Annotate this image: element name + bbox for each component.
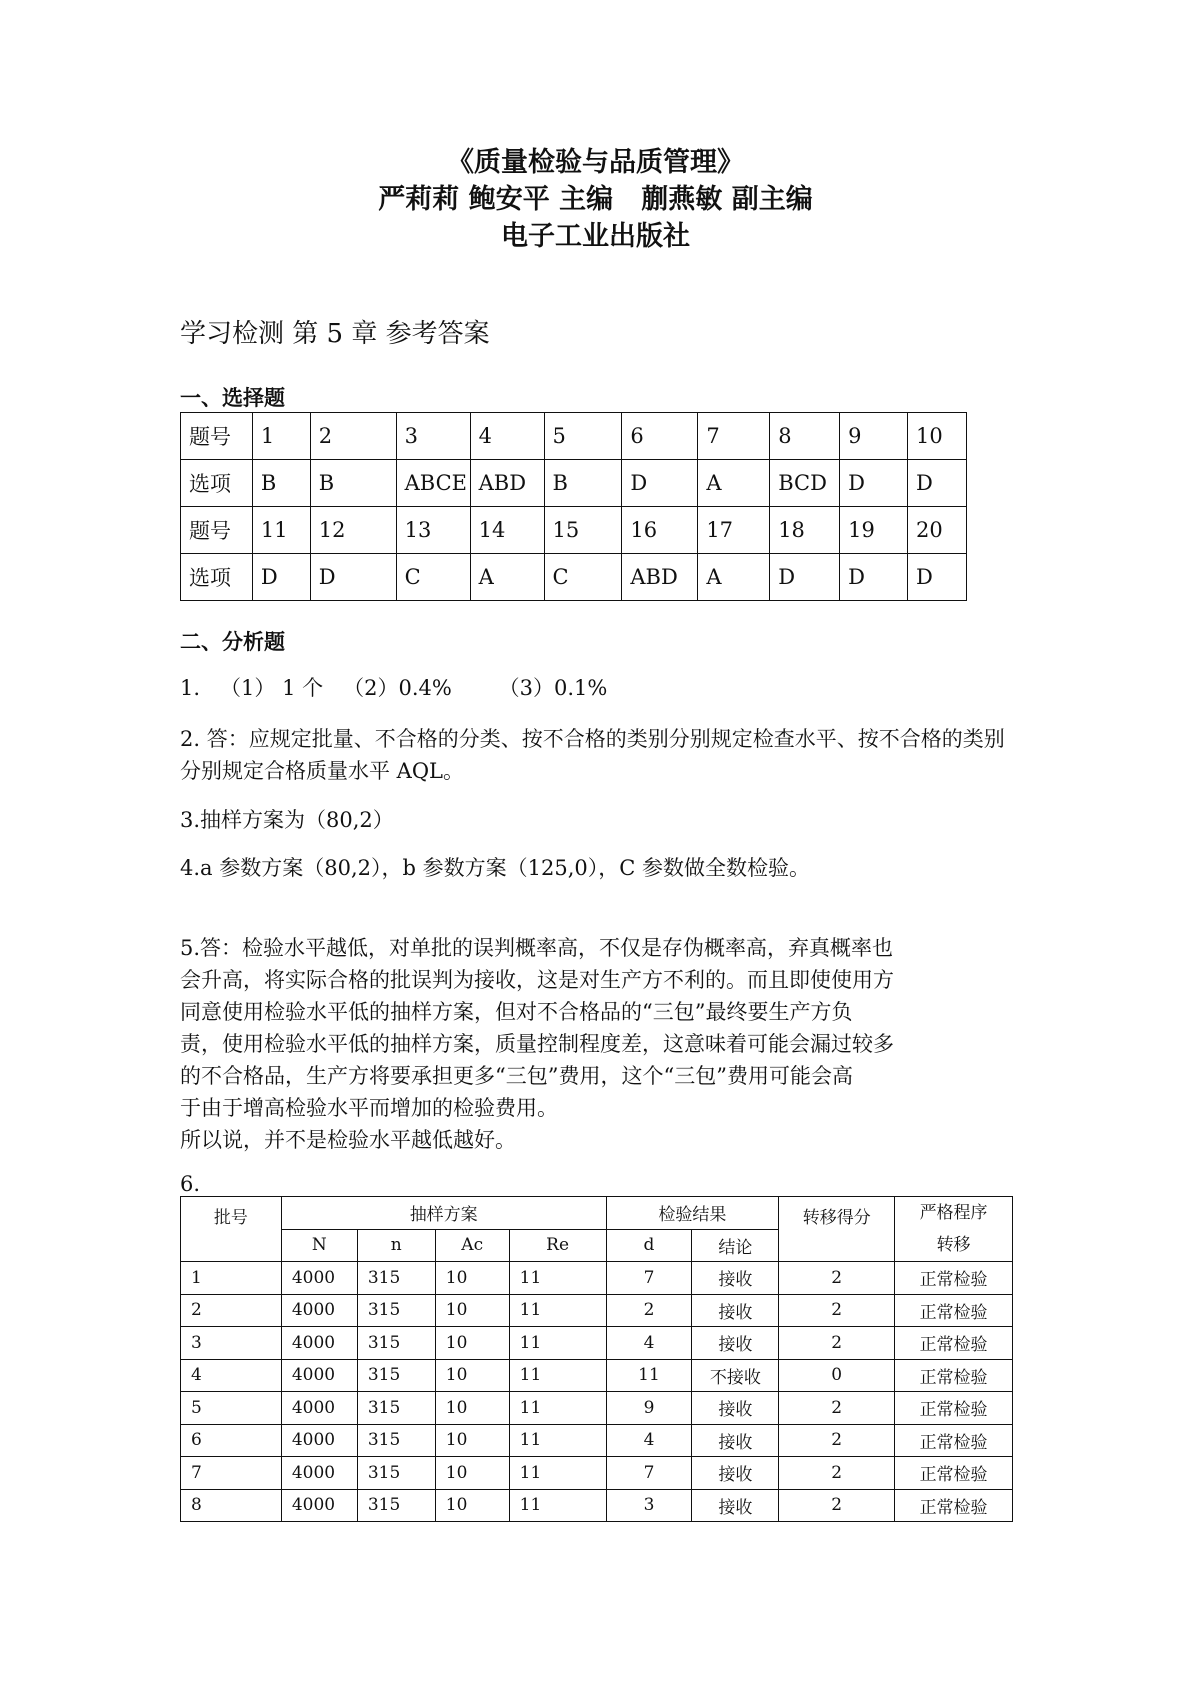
table-row xyxy=(181,1392,1013,1425)
answer-5-line: 于由于增高检验水平而增加的检验费用。 xyxy=(180,1096,558,1120)
table-cell: 正常检验 xyxy=(895,1294,1013,1327)
table-cell: 6 xyxy=(622,413,698,460)
table-cell: 4 xyxy=(181,1359,282,1392)
header-Ac: Ac xyxy=(435,1229,509,1262)
answer-3: 3.抽样方案为（80,2） xyxy=(180,808,394,832)
table-cell: C xyxy=(396,554,470,601)
table-row xyxy=(181,460,967,507)
row-label-cell: 题号 xyxy=(181,507,253,554)
table-cell: 2 xyxy=(779,1294,895,1327)
table-cell: 315 xyxy=(357,1392,435,1425)
table-cell: ABD xyxy=(470,460,544,507)
table-cell: D xyxy=(252,554,310,601)
table-cell: 正常检验 xyxy=(895,1327,1013,1360)
table-cell: 8 xyxy=(770,413,840,460)
table-row xyxy=(181,1294,1013,1327)
table-cell: 11 xyxy=(509,1262,606,1295)
table-cell: 315 xyxy=(357,1424,435,1457)
table-cell: 11 xyxy=(509,1294,606,1327)
header-N: N xyxy=(281,1229,357,1262)
table-row xyxy=(181,554,967,601)
header-sampling-plan: 抽样方案 xyxy=(281,1197,606,1230)
answer-5-line: 会升高，将实际合格的批误判为接收，这是对生产方不利的。而且即使使用方 xyxy=(180,968,894,992)
header-strict-procedure xyxy=(895,1197,1013,1262)
table-cell: 4000 xyxy=(281,1457,357,1490)
table-cell: D xyxy=(310,554,396,601)
table-cell: 2 xyxy=(310,413,396,460)
answer-5 xyxy=(180,932,1020,1156)
row-label-cell: 选项 xyxy=(181,460,253,507)
table-cell: 正常检验 xyxy=(895,1262,1013,1295)
table-cell: 315 xyxy=(357,1262,435,1295)
table-cell: B xyxy=(310,460,396,507)
table-row xyxy=(181,1424,1013,1457)
header-d: d xyxy=(606,1229,692,1262)
header-strict-line1: 严格程序 xyxy=(919,1203,988,1223)
table-cell: 4000 xyxy=(281,1489,357,1522)
table-cell: 接收 xyxy=(692,1457,779,1490)
table-cell: 2 xyxy=(606,1294,692,1327)
table-cell: 11 xyxy=(509,1392,606,1425)
table-cell: 10 xyxy=(435,1327,509,1360)
publisher: 电子工业出版社 xyxy=(501,221,690,252)
table-row xyxy=(181,1262,1013,1295)
table-cell: 2 xyxy=(779,1392,895,1425)
table-row xyxy=(181,1489,1013,1522)
answer-6-label: 6. xyxy=(180,1172,201,1196)
table-cell: 1 xyxy=(181,1262,282,1295)
table-cell: 18 xyxy=(770,507,840,554)
table-cell: 6 xyxy=(181,1424,282,1457)
table-row xyxy=(181,507,967,554)
table-cell: 9 xyxy=(840,413,908,460)
table-cell: 315 xyxy=(357,1359,435,1392)
table-cell: 2 xyxy=(779,1457,895,1490)
table-cell: 4000 xyxy=(281,1392,357,1425)
table-cell: D xyxy=(770,554,840,601)
table-cell: 20 xyxy=(908,507,967,554)
book-title: 《质量检验与品质管理》 xyxy=(447,147,744,178)
table-row xyxy=(181,1359,1013,1392)
table-cell: A xyxy=(698,554,770,601)
choice-answer-table xyxy=(180,412,967,601)
table-cell: ABCE xyxy=(396,460,470,507)
table-cell: 4 xyxy=(606,1424,692,1457)
table-cell: 315 xyxy=(357,1294,435,1327)
table-cell: 2 xyxy=(779,1262,895,1295)
table-cell: 11 xyxy=(509,1327,606,1360)
table-cell: 10 xyxy=(908,413,967,460)
section-2-title: 二、分析题 xyxy=(180,629,285,654)
table-cell: D xyxy=(622,460,698,507)
inspection-record-table xyxy=(180,1196,1013,1522)
answer-5-line: 责，使用检验水平低的抽样方案，质量控制程度差，这意味着可能会漏过较多 xyxy=(180,1032,894,1056)
table-cell: 7 xyxy=(606,1262,692,1295)
header-transfer-score: 转移得分 xyxy=(779,1197,895,1262)
table-cell: 正常检验 xyxy=(895,1489,1013,1522)
header-n: n xyxy=(357,1229,435,1262)
table-cell: 15 xyxy=(544,507,622,554)
table-cell: 12 xyxy=(310,507,396,554)
answer-1: 1. （1） 1 个 （2）0.4% （3）0.1% xyxy=(180,676,608,700)
table-cell: 接收 xyxy=(692,1294,779,1327)
table-cell: 14 xyxy=(470,507,544,554)
table-cell: 3 xyxy=(606,1489,692,1522)
table-cell: 10 xyxy=(435,1294,509,1327)
table-cell: D xyxy=(908,460,967,507)
table-cell: 10 xyxy=(435,1392,509,1425)
table-cell: 11 xyxy=(606,1359,692,1392)
table-cell: 接收 xyxy=(692,1392,779,1425)
table-cell: 2 xyxy=(181,1294,282,1327)
header-strict-line2: 转移 xyxy=(936,1235,971,1255)
table-cell: 2 xyxy=(779,1489,895,1522)
table-cell: A xyxy=(470,554,544,601)
table-cell: 正常检验 xyxy=(895,1424,1013,1457)
answer-5-line: 5.答：检验水平越低，对单批的误判概率高，不仅是存伪概率高，弃真概率也 xyxy=(180,936,894,960)
table-cell: D xyxy=(908,554,967,601)
table-cell: 7 xyxy=(698,413,770,460)
table-cell: 13 xyxy=(396,507,470,554)
row-label-cell: 题号 xyxy=(181,413,253,460)
answer-2: 2. 答：应规定批量、不合格的分类、按不合格的类别分别规定检查水平、按不合格的类别分别规定合格质量水平 AQL。 xyxy=(180,727,1005,783)
table-cell: 10 xyxy=(435,1489,509,1522)
row-label-cell: 选项 xyxy=(181,554,253,601)
table-cell: 315 xyxy=(357,1457,435,1490)
table-cell: ABD xyxy=(622,554,698,601)
table-cell: 17 xyxy=(698,507,770,554)
answer-5-line: 的不合格品，生产方将要承担更多“三包”费用，这个“三包”费用可能会高 xyxy=(180,1064,853,1088)
table-cell: 4000 xyxy=(281,1294,357,1327)
table-cell: 4000 xyxy=(281,1327,357,1360)
table-cell: 正常检验 xyxy=(895,1457,1013,1490)
table-cell: 7 xyxy=(181,1457,282,1490)
table-cell: 10 xyxy=(435,1424,509,1457)
table-cell: 0 xyxy=(779,1359,895,1392)
table-row xyxy=(181,413,967,460)
table-cell: 315 xyxy=(357,1489,435,1522)
answer-5-line: 所以说，并不是检验水平越低越好。 xyxy=(180,1128,516,1152)
header-result: 检验结果 xyxy=(606,1197,779,1230)
table-cell: B xyxy=(544,460,622,507)
section-1-title: 一、选择题 xyxy=(180,385,285,410)
table-cell: 19 xyxy=(840,507,908,554)
table-cell: 2 xyxy=(779,1327,895,1360)
table-cell: 2 xyxy=(779,1424,895,1457)
table-cell: 7 xyxy=(606,1457,692,1490)
table-cell: 4 xyxy=(606,1327,692,1360)
table-cell: 不接收 xyxy=(692,1359,779,1392)
table-cell: 4000 xyxy=(281,1359,357,1392)
table-cell: 315 xyxy=(357,1327,435,1360)
table-row xyxy=(181,1457,1013,1490)
editors-line: 严莉莉 鲍安平 主编 蒯燕敏 副主编 xyxy=(378,184,813,215)
table-cell: C xyxy=(544,554,622,601)
table-cell: 5 xyxy=(181,1392,282,1425)
table-cell: 3 xyxy=(181,1327,282,1360)
table-cell: 1 xyxy=(252,413,310,460)
table-cell: 接收 xyxy=(692,1489,779,1522)
table-cell: D xyxy=(840,460,908,507)
header-conclusion: 结论 xyxy=(692,1229,779,1262)
table-cell: B xyxy=(252,460,310,507)
table-cell: A xyxy=(698,460,770,507)
table-cell: 5 xyxy=(544,413,622,460)
table-cell: 4000 xyxy=(281,1424,357,1457)
table-cell: D xyxy=(840,554,908,601)
table-cell: 10 xyxy=(435,1457,509,1490)
table-row xyxy=(181,1327,1013,1360)
table-cell: BCD xyxy=(770,460,840,507)
table-cell: 3 xyxy=(396,413,470,460)
table-cell: 10 xyxy=(435,1359,509,1392)
header-batch: 批号 xyxy=(181,1197,282,1262)
table-cell: 4 xyxy=(470,413,544,460)
answer-5-line: 同意使用检验水平低的抽样方案，但对不合格品的“三包”最终要生产方负 xyxy=(180,1000,853,1024)
table-cell: 正常检验 xyxy=(895,1359,1013,1392)
header-Re: Re xyxy=(509,1229,606,1262)
table-cell: 10 xyxy=(435,1262,509,1295)
table-cell: 16 xyxy=(622,507,698,554)
table-cell: 正常检验 xyxy=(895,1392,1013,1425)
table-cell: 11 xyxy=(509,1457,606,1490)
page-subtitle: 学习检测 第 5 章 参考答案 xyxy=(180,319,490,349)
table-cell: 11 xyxy=(252,507,310,554)
table-cell: 11 xyxy=(509,1424,606,1457)
table-cell: 接收 xyxy=(692,1424,779,1457)
table-cell: 8 xyxy=(181,1489,282,1522)
table-cell: 9 xyxy=(606,1392,692,1425)
answer-4: 4.a 参数方案（80,2），b 参数方案（125,0），C 参数做全数检验。 xyxy=(180,856,810,880)
table-cell: 11 xyxy=(509,1359,606,1392)
table-cell: 11 xyxy=(509,1489,606,1522)
table-cell: 接收 xyxy=(692,1327,779,1360)
table-cell: 4000 xyxy=(281,1262,357,1295)
table-cell: 接收 xyxy=(692,1262,779,1295)
